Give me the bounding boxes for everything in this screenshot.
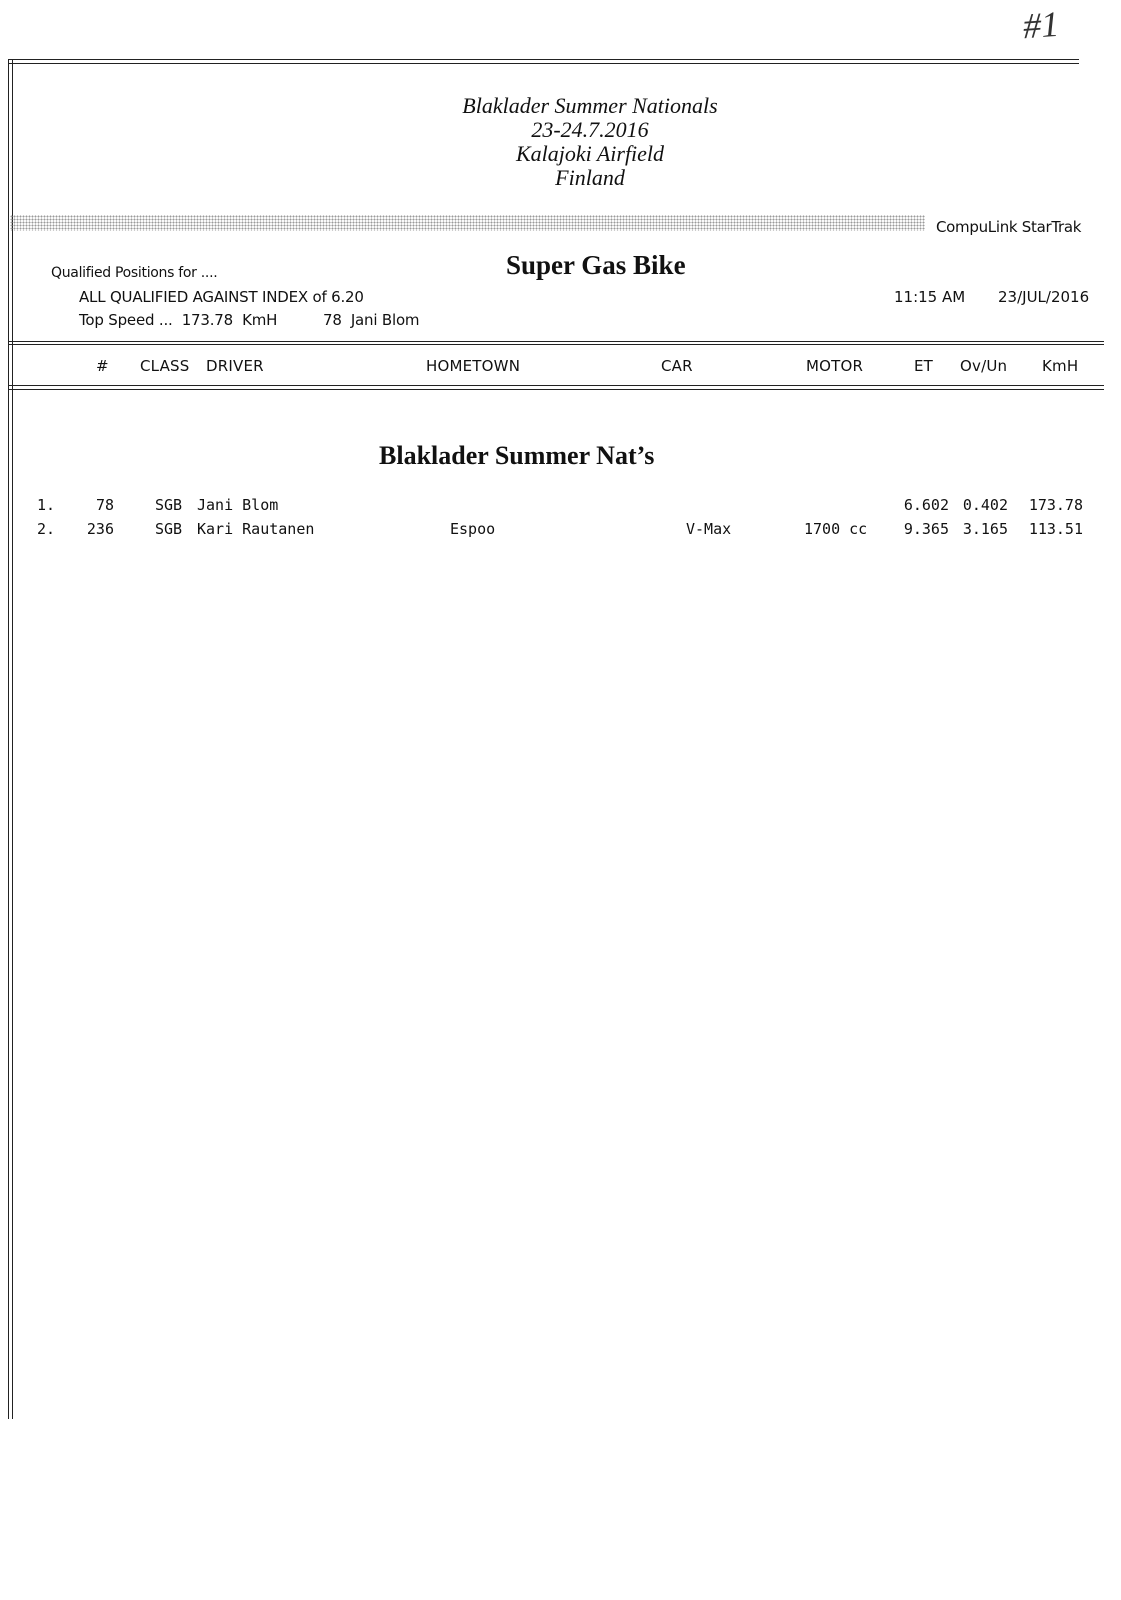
row-ovun: 3.165 [962, 520, 1008, 538]
col-header-hometown: HOMETOWN [426, 357, 521, 375]
event-name: Blaklader Summer Nationals [462, 93, 718, 118]
frame-top-line-inner [9, 63, 1079, 64]
col-header-car: CAR [661, 357, 693, 375]
event-dates: 23-24.7.2016 [531, 117, 649, 142]
event-header [0, 94, 1121, 190]
col-header-kmh: KmH [1042, 357, 1079, 375]
header-bottom-line [9, 385, 1104, 386]
row-number: 236 [86, 520, 114, 538]
header-top-line-inner [9, 344, 1104, 345]
row-ovun: 0.402 [962, 496, 1008, 514]
row-et: 9.365 [903, 520, 949, 538]
row-class: SGB [155, 520, 183, 538]
section-title: Blaklader Summer Nat’s [379, 441, 655, 470]
software-brand: CompuLink StarTrak [936, 218, 1082, 236]
handwritten-page-number: #1 [1021, 3, 1061, 47]
top-speed-holder: 78 Jani Blom [323, 311, 420, 329]
frame-top-line [9, 59, 1079, 60]
event-country: Finland [555, 165, 625, 190]
frame-left-line [8, 59, 9, 1419]
frame-left-line-inner [12, 59, 13, 1419]
col-header-ovun: Ov/Un [960, 357, 1008, 375]
top-speed [79, 311, 419, 329]
qualifying-index: ALL QUALIFIED AGAINST INDEX of 6.20 [79, 288, 364, 306]
print-date: 23/JUL/2016 [998, 288, 1090, 306]
dotted-separator [10, 215, 925, 231]
row-position: 2. [37, 520, 56, 538]
row-et: 6.602 [903, 496, 949, 514]
row-driver: Kari Rautanen [197, 520, 315, 538]
header-bottom-line-inner [9, 389, 1104, 390]
row-kmh: 173.78 [1028, 496, 1083, 514]
row-motor: 1700 cc [804, 520, 868, 538]
qualified-positions-label: Qualified Positions for .... [51, 265, 218, 281]
col-header-motor: MOTOR [806, 357, 864, 375]
row-car: V-Max [686, 520, 732, 538]
col-header-class: CLASS [140, 357, 190, 375]
row-position: 1. [37, 496, 56, 514]
row-number: 78 [95, 496, 114, 514]
top-speed-value: Top Speed ... 173.78 KmH [79, 311, 278, 329]
col-header-et: ET [914, 357, 934, 375]
row-driver: Jani Blom [197, 496, 279, 514]
row-kmh: 113.51 [1028, 520, 1083, 538]
col-header-number: # [96, 357, 109, 375]
row-class: SGB [155, 496, 183, 514]
header-top-line [9, 341, 1104, 342]
class-title: Super Gas Bike [506, 250, 686, 280]
col-header-driver: DRIVER [206, 357, 264, 375]
event-venue: Kalajoki Airfield [515, 141, 665, 166]
row-hometown: Espoo [450, 520, 496, 538]
print-time: 11:15 AM [894, 288, 966, 306]
